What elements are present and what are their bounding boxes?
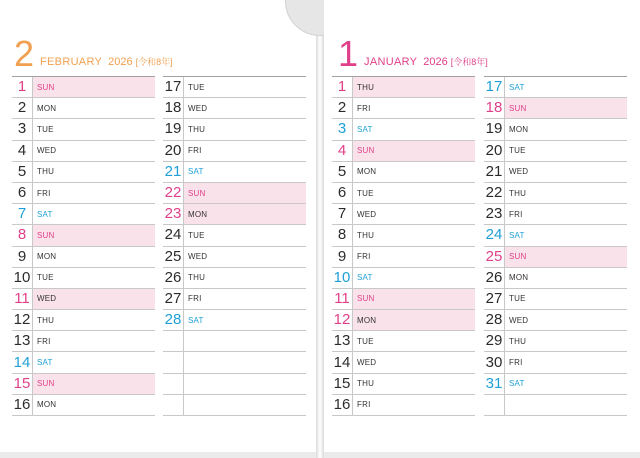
day-note-cell — [183, 162, 306, 182]
weekday-label: MON — [37, 400, 57, 410]
date-row — [163, 225, 306, 246]
date-column — [12, 76, 155, 416]
day-number: 23 — [164, 205, 182, 223]
day-note-cell — [504, 98, 627, 118]
day-note-cell — [183, 268, 306, 288]
day-number: 21 — [485, 162, 503, 180]
day-number: 19 — [164, 120, 182, 138]
weekday-label: SUN — [509, 252, 527, 262]
day-number: 20 — [485, 141, 503, 159]
date-row — [332, 204, 475, 225]
day-number: 1 — [17, 78, 27, 96]
day-note-cell — [504, 268, 627, 288]
day-note-cell — [183, 352, 306, 372]
day-note-cell — [32, 374, 155, 394]
date-row — [484, 225, 627, 246]
day-note-cell — [183, 183, 306, 203]
day-number: 2 — [337, 99, 347, 117]
weekday-label: THU — [37, 167, 55, 177]
weekday-label: MON — [509, 124, 529, 134]
day-note-cell — [32, 247, 155, 267]
january-page — [324, 0, 640, 452]
day-number: 26 — [164, 268, 182, 286]
date-row — [163, 141, 306, 162]
date-column — [484, 76, 627, 416]
day-note-cell — [504, 162, 627, 182]
date-row — [12, 395, 155, 416]
weekday-label: SAT — [188, 315, 204, 325]
day-note-cell — [504, 119, 627, 139]
weekday-label: WED — [37, 146, 57, 156]
date-row — [484, 374, 627, 395]
date-row — [484, 119, 627, 140]
weekday-label: WED — [188, 103, 208, 113]
weekday-label: FRI — [357, 400, 371, 410]
day-note-cell — [32, 77, 155, 97]
day-number: 28 — [164, 311, 182, 329]
day-note-cell — [352, 225, 475, 245]
day-number: 22 — [485, 184, 503, 202]
day-note-cell — [183, 374, 306, 394]
day-note-cell — [504, 141, 627, 161]
day-note-cell — [352, 183, 475, 203]
day-note-cell — [504, 310, 627, 330]
date-row — [332, 225, 475, 246]
day-note-cell — [183, 204, 306, 224]
day-note-cell — [352, 77, 475, 97]
day-note-cell — [32, 162, 155, 182]
day-note-cell — [32, 119, 155, 139]
date-row — [163, 247, 306, 268]
date-row — [484, 331, 627, 352]
day-number: 30 — [485, 353, 503, 371]
weekday-label: TUE — [188, 230, 205, 240]
day-note-cell — [504, 183, 627, 203]
date-row — [12, 98, 155, 119]
day-note-cell — [183, 77, 306, 97]
weekday-label: MON — [37, 103, 57, 113]
weekday-label: MON — [357, 167, 377, 177]
day-number: 20 — [164, 141, 182, 159]
date-row — [163, 204, 306, 225]
date-row — [332, 310, 475, 331]
day-note-cell — [504, 395, 627, 415]
day-number: 29 — [485, 332, 503, 350]
weekday-label: SAT — [509, 82, 525, 92]
binding-spine — [316, 0, 324, 458]
date-row — [163, 77, 306, 98]
day-note-cell — [32, 268, 155, 288]
day-number: 1 — [337, 78, 347, 96]
weekday-label: MON — [188, 209, 208, 219]
day-note-cell — [352, 204, 475, 224]
day-number: 3 — [17, 120, 27, 138]
day-note-cell — [32, 352, 155, 372]
day-number: 9 — [337, 247, 347, 265]
day-note-cell — [504, 204, 627, 224]
weekday-label: SAT — [37, 209, 53, 219]
empty-date-row — [163, 352, 306, 373]
weekday-label: SAT — [357, 124, 373, 134]
day-number: 22 — [164, 184, 182, 202]
month-name: JANUARY — [364, 56, 418, 68]
weekday-label: TUE — [188, 82, 205, 92]
empty-date-row — [163, 331, 306, 352]
day-number: 24 — [164, 226, 182, 244]
weekday-label: TUE — [509, 294, 526, 304]
february-page — [0, 0, 316, 452]
date-row — [484, 268, 627, 289]
day-number: 8 — [17, 226, 27, 244]
weekday-label: SAT — [509, 230, 525, 240]
date-row — [484, 162, 627, 183]
day-note-cell — [504, 374, 627, 394]
weekday-label: WED — [357, 358, 377, 368]
month-name: FEBRUARY — [40, 56, 103, 68]
weekday-label: THU — [357, 379, 375, 389]
day-note-cell — [352, 289, 475, 309]
date-row — [484, 289, 627, 310]
day-note-cell — [352, 247, 475, 267]
empty-date-row — [163, 395, 306, 416]
date-row — [12, 310, 155, 331]
weekday-label: FRI — [188, 294, 202, 304]
date-row — [12, 289, 155, 310]
day-note-cell — [352, 268, 475, 288]
february-header — [14, 33, 173, 74]
weekday-label: SUN — [509, 103, 527, 113]
day-note-cell — [352, 310, 475, 330]
date-row — [332, 162, 475, 183]
day-note-cell — [32, 289, 155, 309]
weekday-label: MON — [509, 273, 529, 283]
january-header — [338, 33, 488, 74]
weekday-label: MON — [37, 252, 57, 262]
day-number: 18 — [485, 99, 503, 117]
weekday-label: THU — [509, 188, 527, 198]
date-row — [163, 162, 306, 183]
date-row — [484, 98, 627, 119]
weekday-label: THU — [509, 336, 527, 346]
weekday-label: SUN — [37, 230, 55, 240]
day-note-cell — [352, 331, 475, 351]
date-row — [163, 183, 306, 204]
empty-date-row — [163, 374, 306, 395]
weekday-label: FRI — [188, 146, 202, 156]
date-row — [484, 141, 627, 162]
day-note-cell — [504, 77, 627, 97]
day-note-cell — [183, 119, 306, 139]
day-note-cell — [183, 225, 306, 245]
day-number: 27 — [485, 289, 503, 307]
day-number: 15 — [333, 374, 351, 392]
day-number: 13 — [333, 332, 351, 350]
date-row — [332, 141, 475, 162]
era-label: [令和8年] — [135, 57, 173, 67]
day-note-cell — [32, 331, 155, 351]
date-row — [332, 395, 475, 416]
date-row — [12, 331, 155, 352]
day-note-cell — [352, 141, 475, 161]
date-column — [332, 76, 475, 416]
day-note-cell — [352, 162, 475, 182]
date-row — [12, 374, 155, 395]
day-note-cell — [32, 225, 155, 245]
day-note-cell — [504, 247, 627, 267]
day-number: 14 — [333, 353, 351, 371]
date-row — [332, 374, 475, 395]
day-number: 12 — [13, 311, 31, 329]
date-row — [332, 119, 475, 140]
date-row — [12, 247, 155, 268]
date-row — [163, 119, 306, 140]
date-row — [163, 98, 306, 119]
date-row — [12, 141, 155, 162]
weekday-label: THU — [357, 230, 375, 240]
date-row — [332, 352, 475, 373]
weekday-label: MON — [357, 315, 377, 325]
day-number: 18 — [164, 99, 182, 117]
day-note-cell — [183, 289, 306, 309]
day-note-cell — [183, 395, 306, 415]
date-row — [484, 247, 627, 268]
day-number: 27 — [164, 289, 182, 307]
day-note-cell — [183, 141, 306, 161]
day-number: 4 — [337, 141, 347, 159]
day-number: 5 — [337, 162, 347, 180]
weekday-label: FRI — [37, 188, 51, 198]
date-row — [484, 352, 627, 373]
day-number: 17 — [164, 78, 182, 96]
date-row — [332, 98, 475, 119]
day-note-cell — [32, 395, 155, 415]
month-number: 2 — [14, 33, 35, 74]
date-row — [12, 162, 155, 183]
date-row — [484, 204, 627, 225]
day-note-cell — [183, 331, 306, 351]
date-row — [484, 183, 627, 204]
day-note-cell — [504, 289, 627, 309]
weekday-label: FRI — [509, 358, 523, 368]
day-number: 8 — [337, 226, 347, 244]
day-number: 2 — [17, 99, 27, 117]
day-note-cell — [32, 98, 155, 118]
weekday-label: SAT — [509, 379, 525, 389]
day-number: 9 — [17, 247, 27, 265]
date-row — [484, 310, 627, 331]
day-note-cell — [504, 331, 627, 351]
weekday-label: THU — [357, 82, 375, 92]
date-row — [163, 268, 306, 289]
day-number: 28 — [485, 311, 503, 329]
date-column — [163, 76, 306, 416]
day-number: 19 — [485, 120, 503, 138]
day-number: 25 — [164, 247, 182, 265]
date-row — [12, 352, 155, 373]
weekday-label: WED — [188, 252, 208, 262]
weekday-label: SAT — [37, 358, 53, 368]
weekday-label: FRI — [357, 103, 371, 113]
date-row — [332, 183, 475, 204]
day-number: 6 — [17, 184, 27, 202]
weekday-label: SUN — [37, 379, 55, 389]
date-row — [12, 77, 155, 98]
weekday-label: THU — [188, 273, 206, 283]
era-label: [令和8年] — [450, 57, 488, 67]
day-number: 11 — [14, 289, 30, 307]
day-number: 16 — [333, 395, 351, 413]
date-row — [12, 183, 155, 204]
day-note-cell — [352, 374, 475, 394]
day-number: 24 — [485, 226, 503, 244]
day-number: 25 — [485, 247, 503, 265]
day-number: 31 — [485, 374, 503, 392]
date-row — [332, 247, 475, 268]
day-note-cell — [183, 98, 306, 118]
date-row — [12, 119, 155, 140]
day-number: 23 — [485, 205, 503, 223]
day-number: 16 — [13, 395, 31, 413]
month-year: 2026 — [423, 56, 448, 68]
date-row — [12, 204, 155, 225]
weekday-label: TUE — [37, 273, 54, 283]
date-row — [332, 268, 475, 289]
date-row — [332, 331, 475, 352]
date-row — [163, 310, 306, 331]
date-row — [12, 268, 155, 289]
weekday-label: TUE — [37, 124, 54, 134]
month-number: 1 — [338, 33, 359, 74]
weekday-label: SUN — [188, 188, 206, 198]
date-row — [484, 77, 627, 98]
day-number: 11 — [334, 289, 350, 307]
date-row — [332, 289, 475, 310]
day-number: 13 — [13, 332, 31, 350]
day-note-cell — [352, 98, 475, 118]
day-note-cell — [32, 204, 155, 224]
date-row — [332, 77, 475, 98]
day-number: 12 — [333, 311, 351, 329]
day-number: 10 — [13, 268, 31, 286]
day-number: 10 — [333, 268, 351, 286]
day-number: 4 — [17, 141, 27, 159]
day-number: 15 — [13, 374, 31, 392]
day-note-cell — [32, 183, 155, 203]
day-number: 6 — [337, 184, 347, 202]
day-number: 26 — [485, 268, 503, 286]
weekday-label: SAT — [357, 273, 373, 283]
weekday-label: FRI — [37, 336, 51, 346]
day-number: 17 — [485, 78, 503, 96]
day-note-cell — [352, 119, 475, 139]
day-note-cell — [504, 352, 627, 372]
day-note-cell — [352, 395, 475, 415]
day-number: 3 — [337, 120, 347, 138]
day-note-cell — [352, 352, 475, 372]
weekday-label: WED — [509, 167, 529, 177]
day-number: 14 — [13, 353, 31, 371]
empty-date-row — [484, 395, 627, 416]
day-note-cell — [32, 141, 155, 161]
weekday-label: SUN — [37, 82, 55, 92]
day-number: 5 — [17, 162, 27, 180]
date-row — [12, 225, 155, 246]
weekday-label: FRI — [357, 252, 371, 262]
weekday-label: SAT — [188, 167, 204, 177]
date-row — [163, 289, 306, 310]
day-note-cell — [183, 310, 306, 330]
day-number: 21 — [164, 162, 182, 180]
weekday-label: SUN — [357, 294, 375, 304]
weekday-label: WED — [509, 315, 529, 325]
weekday-label: THU — [37, 315, 55, 325]
day-note-cell — [183, 247, 306, 267]
day-note-cell — [504, 225, 627, 245]
weekday-label: SUN — [357, 146, 375, 156]
day-note-cell — [32, 310, 155, 330]
day-number: 7 — [337, 205, 347, 223]
weekday-label: FRI — [509, 209, 523, 219]
weekday-label: TUE — [357, 336, 374, 346]
weekday-label: WED — [37, 294, 57, 304]
month-year: 2026 — [108, 56, 133, 68]
weekday-label: TUE — [509, 146, 526, 156]
weekday-label: THU — [188, 124, 206, 134]
weekday-label: TUE — [357, 188, 374, 198]
weekday-label: WED — [357, 209, 377, 219]
day-number: 7 — [17, 205, 27, 223]
